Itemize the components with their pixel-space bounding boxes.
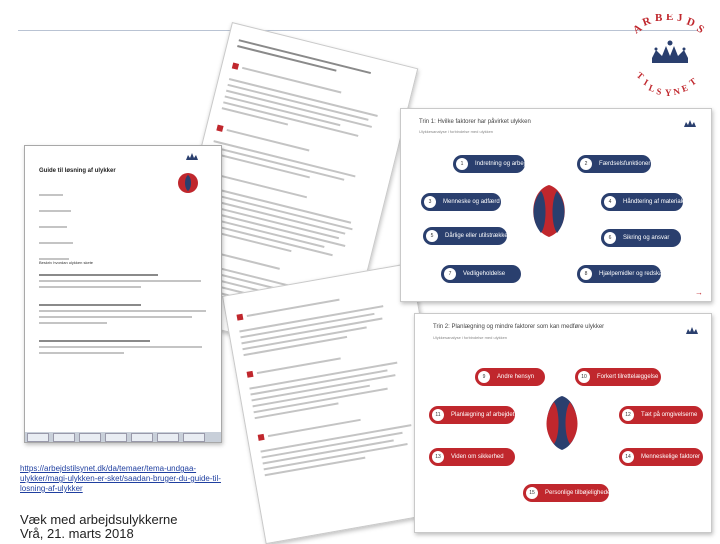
factor-node-14: 14 Menneskelige faktorer bbox=[619, 448, 703, 466]
svg-text:L: L bbox=[647, 82, 657, 94]
factor-node-2: 2 Færdselsfunktioner bbox=[577, 155, 651, 173]
svg-text:R: R bbox=[640, 14, 653, 29]
svg-text:S: S bbox=[694, 22, 707, 36]
svg-text:I: I bbox=[642, 77, 651, 88]
svg-text:S: S bbox=[655, 86, 663, 97]
guide-section-heading: Beskriv hvordan ulykken skete bbox=[39, 260, 94, 265]
next-arrow-icon: → bbox=[695, 288, 703, 297]
arbejdstilsynet-logo bbox=[630, 14, 716, 102]
factor-node-4: 4 Håndtering af materialer bbox=[601, 193, 683, 211]
svg-text:B: B bbox=[655, 14, 663, 24]
guide-screenshot bbox=[24, 145, 222, 443]
factor-node-13: 13 Viden om sikkerhed bbox=[429, 448, 515, 466]
factor-node-9: 9 Andre hensyn bbox=[475, 368, 545, 386]
windows-taskbar bbox=[25, 432, 221, 442]
faces-icon bbox=[533, 392, 591, 454]
svg-text:N: N bbox=[672, 85, 681, 97]
svg-text:E: E bbox=[680, 82, 690, 94]
caption-line-1: Væk med arbejdsulykkerne bbox=[20, 512, 178, 527]
factor-node-8: 8 Hjælpemidler og redskaber bbox=[577, 265, 661, 283]
svg-text:E: E bbox=[666, 14, 674, 23]
svg-text:D: D bbox=[684, 15, 697, 30]
factor-node-12: 12 Tæt på omgivelserne bbox=[619, 406, 703, 424]
diagram2-subtitle: Ulykkesanalyse i forbindelse med ulykken bbox=[433, 335, 508, 340]
diagram-trin-2 bbox=[414, 313, 712, 533]
factor-node-5: 5 Dårlige eller utilstrækkelige vilkår bbox=[423, 227, 507, 245]
guide-link[interactable]: https://arbejdstilsynet.dk/da/temaer/tema-undgaa-ulykker/magi-ulykken-er-sket/saadan-bruger-du-guide-til-losning-af-ulykker bbox=[20, 464, 221, 493]
guide-title: Guide til løsning af ulykker bbox=[39, 168, 116, 174]
caption-line-2: Vrå, 21. marts 2018 bbox=[20, 526, 134, 541]
svg-text:T: T bbox=[687, 75, 699, 88]
factor-node-1: 1 Indretning og arbejdsmiljø bbox=[453, 155, 525, 173]
factor-node-15: 15 Personlige tilbøjeligheder bbox=[523, 484, 609, 502]
factor-node-11: 11 Planlægning af arbejdet bbox=[429, 406, 515, 424]
svg-text:T: T bbox=[634, 69, 646, 82]
factor-node-10: 10 Forkert tilrettelæggelse bbox=[575, 368, 661, 386]
diagram1-subtitle: Ulykkesanalyse i forbindelse med ulykken bbox=[419, 129, 494, 134]
factor-node-3: 3 Menneske og adfærd bbox=[421, 193, 501, 211]
factor-node-6: 6 Sikring og ansvar bbox=[601, 229, 681, 247]
faces-icon bbox=[175, 172, 201, 194]
crown-icon bbox=[185, 152, 199, 162]
svg-text:A: A bbox=[630, 22, 645, 37]
diagram2-title: Trin 2: Planlægning og mindre faktorer som kan medføre ulykker bbox=[433, 324, 605, 330]
header-rule bbox=[18, 30, 698, 31]
svg-text:J: J bbox=[677, 14, 683, 24]
crown-icon bbox=[685, 326, 699, 336]
svg-text:Y: Y bbox=[665, 88, 672, 98]
diagram-trin-1 bbox=[400, 108, 712, 302]
crown-icon bbox=[683, 119, 697, 129]
factor-node-7: 7 Vedligeholdelse bbox=[441, 265, 521, 283]
diagram1-title: Trin 1: Hvilke faktorer har påvirket ulykken bbox=[419, 119, 531, 125]
presentation-caption bbox=[20, 513, 178, 541]
